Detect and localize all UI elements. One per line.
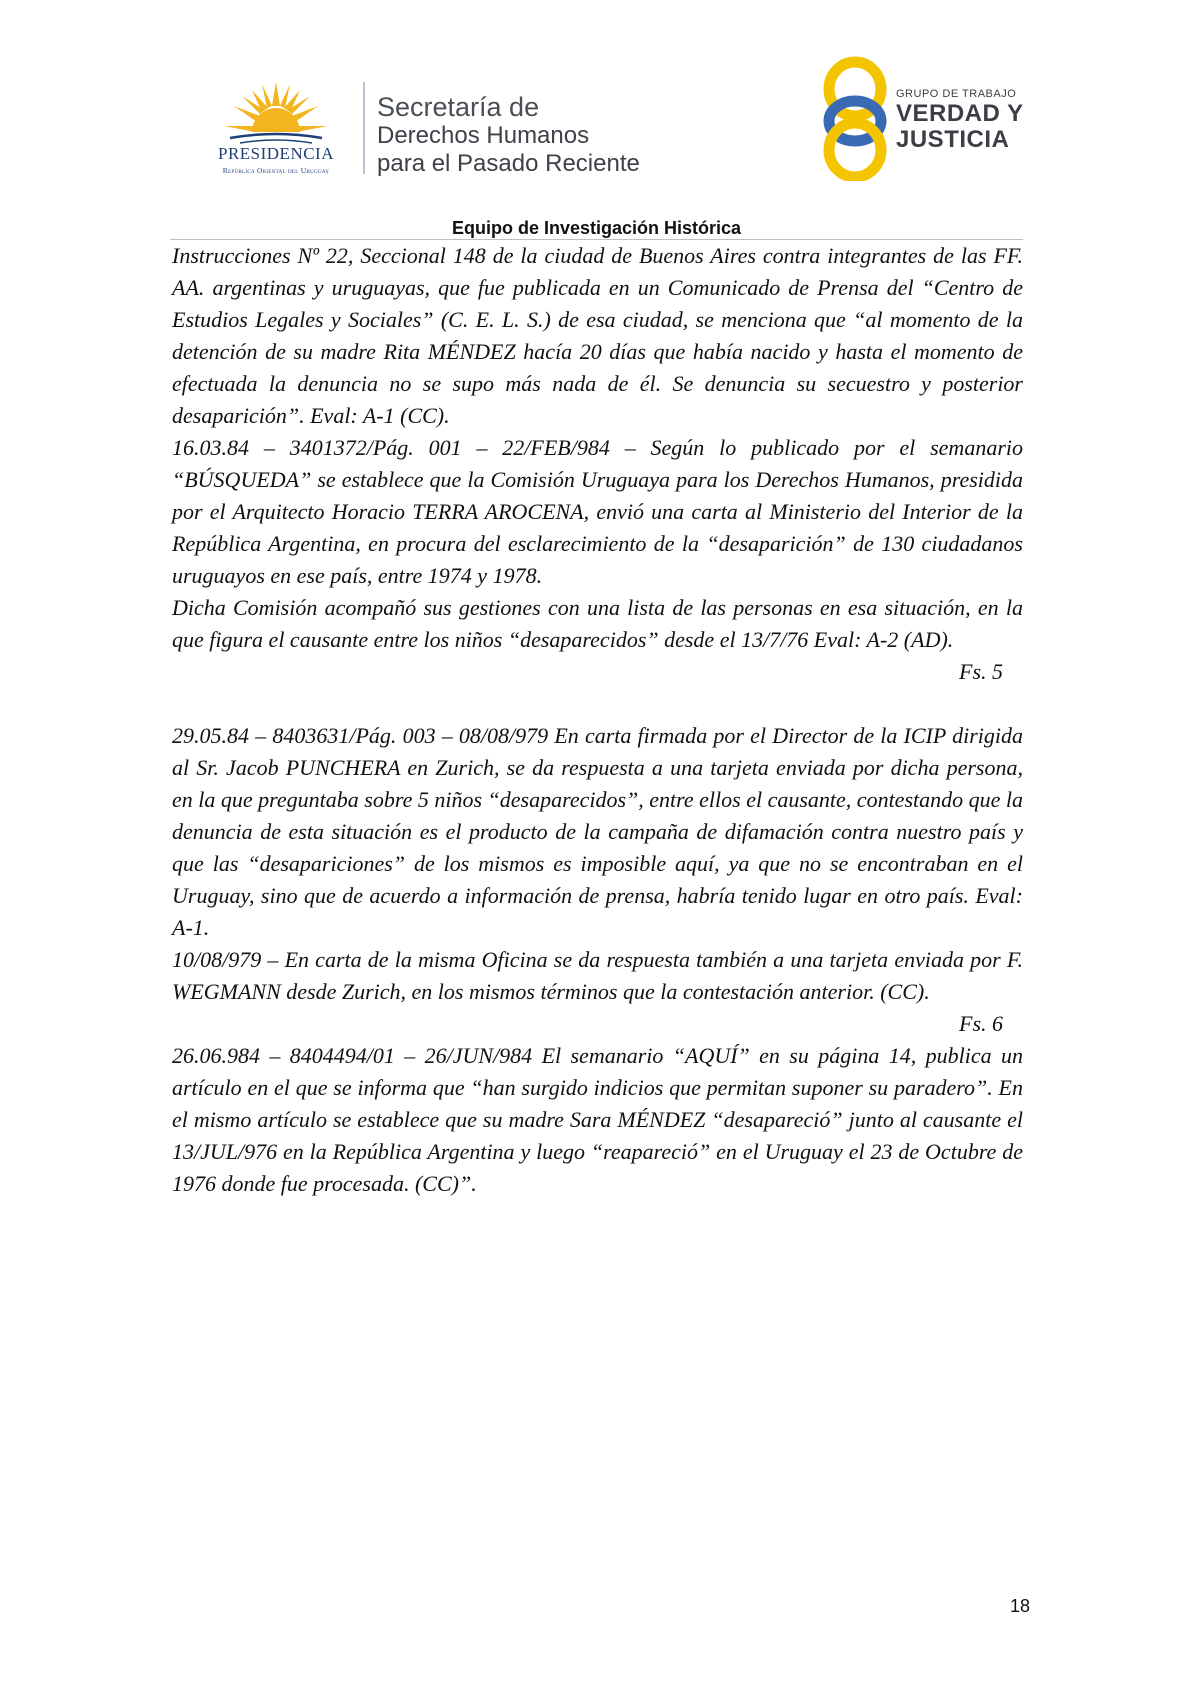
grupo-line3: JUSTICIA [896,126,1010,153]
grupo-text [896,88,1024,153]
interlinked-rings-icon [820,56,890,181]
secretaria-line1: Secretaría de [377,92,540,122]
presidencia-subtitle: República Oriental del Uruguay [222,166,330,175]
paragraph-wegmann: 10/08/979 – En carta de la misma Oficina se da respuesta también a una tarjeta enviada por F. WEGMANN desde Zurich, en los mismos términos que la contestación anterior. (CC). [172,947,1023,1004]
page-number: 18 [1009,1596,1030,1616]
paragraph-busqueda: 16.03.84 – 3401372/Pág. 001 – 22/FEB/984 – Según lo publicado por el semanario “BÚSQUEDA” se establece que la Comisión Uruguaya para los Derechos Humanos, presidida por el Arquitecto Horacio TERRA AROCENA, envió una carta al Ministerio del Interior de la República Argentina, en procura del esclarecimiento de la “desaparición” de 130 ciudadanos uruguayos en ese país, entre 1974 y 1978. [172,435,1023,588]
grupo-verdad-justicia-logo [820,56,1030,181]
page-header [0,0,1191,200]
grupo-line2: VERDAD Y [896,100,1024,127]
secretaria-logo-text [377,92,640,178]
presidencia-logo [196,80,356,180]
secretaria-line2: Derechos Humanos [377,122,590,149]
document-body [172,240,1023,1200]
presidencia-name: PRESIDENCIA [217,144,334,163]
sun-emblem-icon [222,80,330,146]
paragraph-dicha-comision: Dicha Comisión acompañó sus gestiones con una lista de las personas en esa situación, en la que figura el causante entre los niños “desaparecidos” desde el 13/7/76 Eval: A-2 (AD). [172,595,1023,652]
section-title: Equipo de Investigación Histórica [451,218,742,238]
paragraph-instrucciones: Instrucciones Nº 22, Seccional 148 de la ciudad de Buenos Aires contra integrantes de las FF. AA. argentinas y uruguayas, que fue publicada en un Comunicado de Prensa del “Centro de Estudios Legales y Sociales” (C. E. L. S.) de esa ciudad, se menciona que “al momento de la detención de su madre Rita MÉNDEZ hacía 20 días que había nacido y hasta el momento de efectuada la denuncia no se supo más nada de él. Se denuncia su secuestro y posterior desaparición”. Eval: A-1 (CC). [172,243,1023,428]
paragraph-icip-letter: 29.05.84 – 8403631/Pág. 003 – 08/08/979 En carta firmada por el Director de la ICIP dirigida al Sr. Jacob PUNCHERA en Zurich, se da respuesta a una tarjeta enviada por dicha persona, en la que preguntaba sobre 5 niños “desaparecidos”, entre ellos el causante, contestando que la denuncia de esta situación es el producto de la campaña de difamación contra nuestro país y que las “desapariciones” de los mismos es imposible aquí, ya que no se encontraban en el Uruguay, sino que de acuerdo a información de prensa, habría tenido lugar en otro país. Eval: A-1. [172,723,1023,940]
secretaria-line3: para el Pasado Reciente [377,150,640,177]
paragraph-aqui: 26.06.984 – 8404494/01 – 26/JUN/984 El semanario “AQUÍ” en su página 14, publica un artículo en el que se informa que “han surgido indicios que permitan suponer su paradero”. En el mismo artículo se establece que su madre Sara MÉNDEZ “desapareció” junto al causante el 13/JUL/976 en la República Argentina y luego “reapareció” en el Uruguay el 23 de Octubre de 1976 donde fue procesada. (CC)”. [172,1043,1023,1196]
folio-marker: Fs. 6 [959,1011,1003,1036]
grupo-line1: GRUPO DE TRABAJO [896,88,1017,100]
header-divider [363,82,365,174]
spacer [172,688,1023,720]
folio-marker: Fs. 5 [959,659,1003,684]
